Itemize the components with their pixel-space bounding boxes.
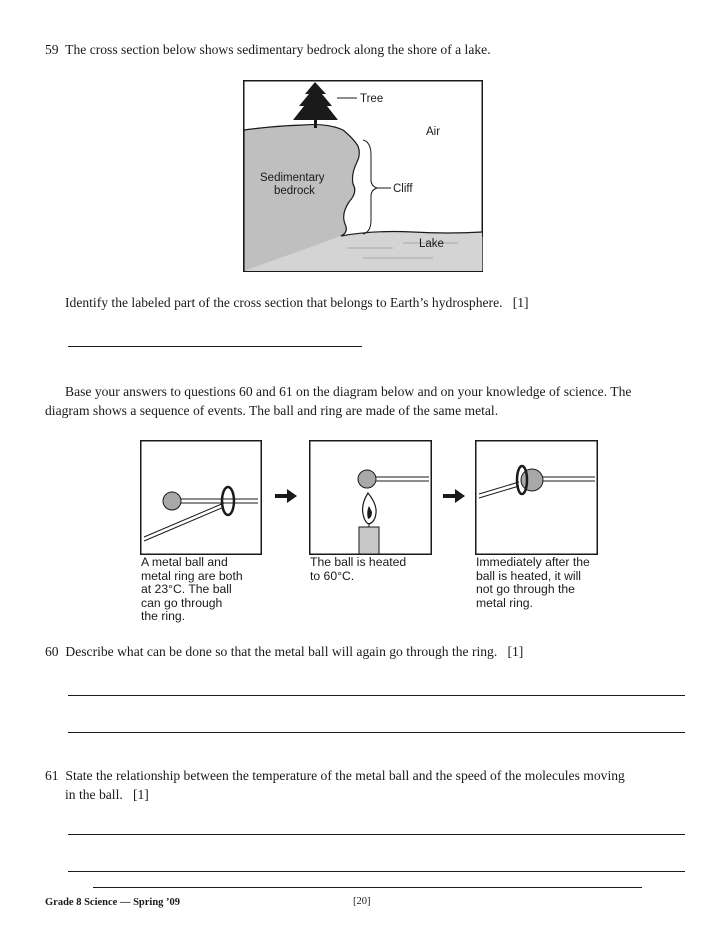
answer-line-59[interactable] [68, 346, 362, 347]
arrow-icon [443, 489, 465, 503]
label-air: Air [426, 126, 441, 138]
caption-line: The ball is heated [310, 555, 407, 569]
panel-3-caption [476, 556, 590, 610]
answer-line-60-2[interactable] [68, 732, 685, 733]
question-number: 60 [45, 644, 59, 659]
cross-section-diagram [243, 80, 483, 272]
question-60-prompt [45, 642, 523, 661]
caption-line: not go through the [476, 582, 575, 597]
panel-3-diagram [475, 440, 598, 555]
caption-line: metal ring are both [141, 568, 243, 583]
caption-line: at 23°C. The ball [141, 582, 232, 597]
metal-ball [358, 470, 376, 488]
question-61-prompt-line-2 [65, 785, 149, 804]
caption-line: ball is heated, it will [476, 568, 581, 583]
intro-line-2: diagram shows a sequence of events. The ball and ring are made of the same metal. [45, 403, 499, 418]
panel-2-diagram [309, 440, 432, 555]
question-text: The cross section below shows sedimentary bedrock along the shore of a lake. [65, 42, 491, 57]
caption-line: Immediately after the [476, 555, 590, 569]
answer-line-61-1[interactable] [68, 834, 685, 835]
credit-label: [1] [132, 787, 149, 802]
caption-line: to 60°C. [310, 568, 355, 583]
answer-line-61-2[interactable] [68, 871, 685, 872]
panel-2-caption [310, 556, 406, 583]
label-cliff: Cliff [393, 183, 413, 195]
question-text: State the relationship between the temperature of the metal ball and the speed of the molecules moving [65, 768, 625, 783]
question-text: in the ball. [65, 787, 123, 802]
question-number: 59 [45, 42, 59, 57]
credit-label: [1] [507, 644, 524, 659]
caption-line: the ring. [141, 609, 186, 624]
page-number: [20] [353, 896, 371, 907]
label-sedimentary: Sedimentary [260, 172, 325, 184]
panel-1-diagram [140, 440, 262, 555]
candle-icon [359, 527, 379, 554]
footer-left: Grade 8 Science — Spring ’09 [45, 897, 181, 908]
panel-1-caption [141, 556, 243, 624]
caption-line: can go through [141, 595, 223, 610]
label-bedrock: bedrock [274, 185, 315, 197]
question-text: Describe what can be done so that the metal ball will again go through the ring. [65, 644, 498, 659]
metal-ball-expanded [521, 469, 543, 491]
intro-line-1: Base your answers to questions 60 and 61 on the diagram below and on your knowledge of science. The [65, 384, 632, 399]
answer-line-60-1[interactable] [68, 695, 685, 696]
caption-line: metal ring. [476, 595, 533, 610]
question-61-prompt-line-1 [45, 766, 625, 785]
question-59-instruction [65, 293, 529, 312]
question-number: 61 [45, 768, 59, 783]
caption-line: A metal ball and [141, 555, 228, 569]
arrow-icon [275, 489, 297, 503]
instruction-text: Identify the labeled part of the cross section that belongs to Earth’s hydrosphere. [65, 295, 503, 310]
question-59-prompt [45, 40, 491, 59]
label-tree: Tree [360, 93, 384, 105]
footer-rule [93, 887, 642, 888]
label-lake: Lake [419, 238, 444, 250]
metal-ball [163, 492, 181, 510]
credit-label: [1] [512, 295, 529, 310]
